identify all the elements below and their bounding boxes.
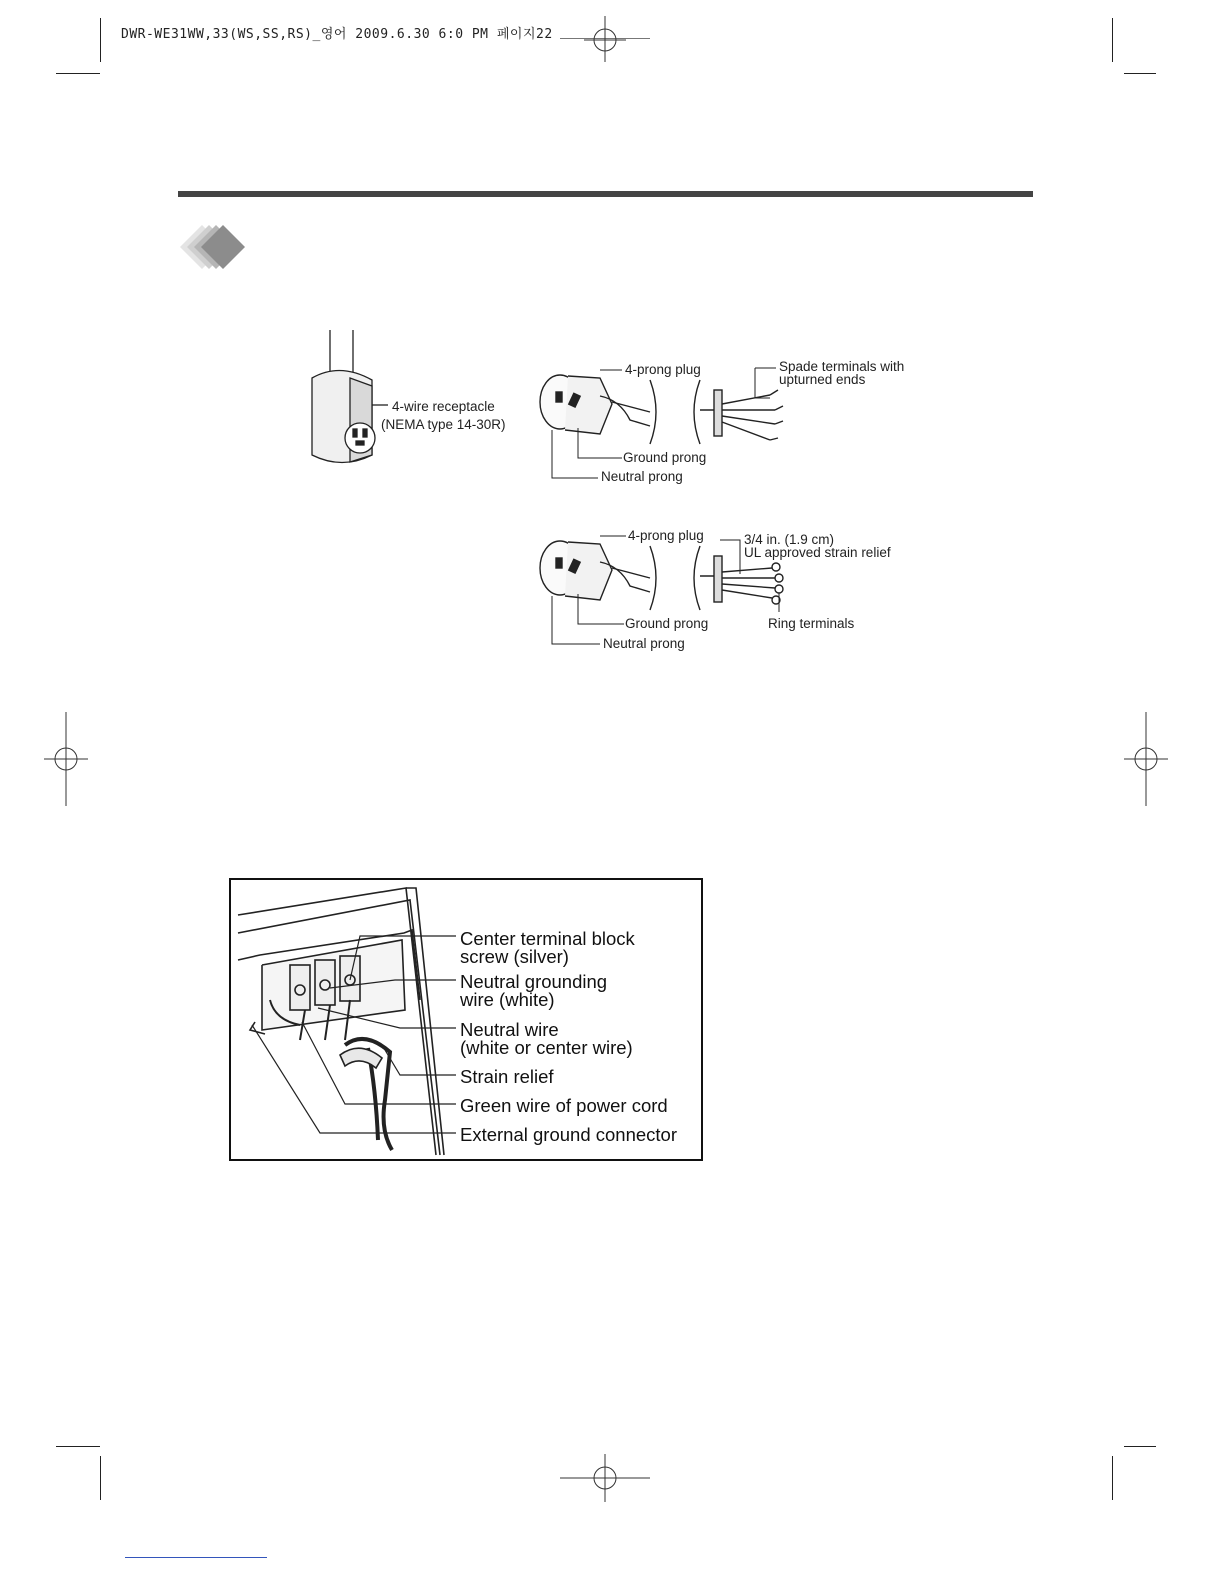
section-diamond-icon xyxy=(180,225,245,269)
footer-link-underline xyxy=(125,1557,267,1558)
receptacle-type-label: (NEMA type 14-30R) xyxy=(381,417,506,432)
ring-terminals-label: Ring terminals xyxy=(768,616,855,631)
green-wire-label: Green wire of power cord xyxy=(460,1095,668,1116)
plug-label: 4-prong plug xyxy=(628,528,704,543)
ground-prong-label: Ground prong xyxy=(623,450,707,465)
neutral-grounding-label: Neutral grounding xyxy=(460,971,608,992)
plug-label: 4-prong plug xyxy=(625,362,701,377)
neutral-grounding-label-2: wire (white) xyxy=(460,989,555,1010)
neutral-wire-label: Neutral wire xyxy=(460,1019,559,1040)
center-screw-label-2: screw (silver) xyxy=(460,946,569,967)
neutral-prong-label: Neutral prong xyxy=(601,469,683,484)
strain-relief-size-label: 3/4 in. (1.9 cm) xyxy=(744,532,835,547)
receptacle-drawing xyxy=(312,330,388,463)
ground-prong-label: Ground prong xyxy=(625,616,709,631)
strain-relief-label: Strain relief xyxy=(460,1066,554,1087)
neutral-wire-label-2: (white or center wire) xyxy=(460,1037,633,1058)
receptacle-label: 4-wire receptacle xyxy=(392,399,495,414)
center-screw-label: Center terminal block xyxy=(460,928,635,949)
spade-terminals-label: Spade terminals with xyxy=(779,359,905,374)
external-ground-label: External ground connector xyxy=(460,1124,677,1145)
section-rule xyxy=(178,191,1033,197)
print-header: DWR-WE31WW,33(WS,SS,RS)_영어 2009.6.30 6:0 PM 페이지22 xyxy=(121,27,553,42)
neutral-prong-label: Neutral prong xyxy=(603,636,685,651)
strain-relief-label: UL approved strain relief xyxy=(744,545,891,560)
spade-terminals-label-2: upturned ends xyxy=(779,372,866,387)
